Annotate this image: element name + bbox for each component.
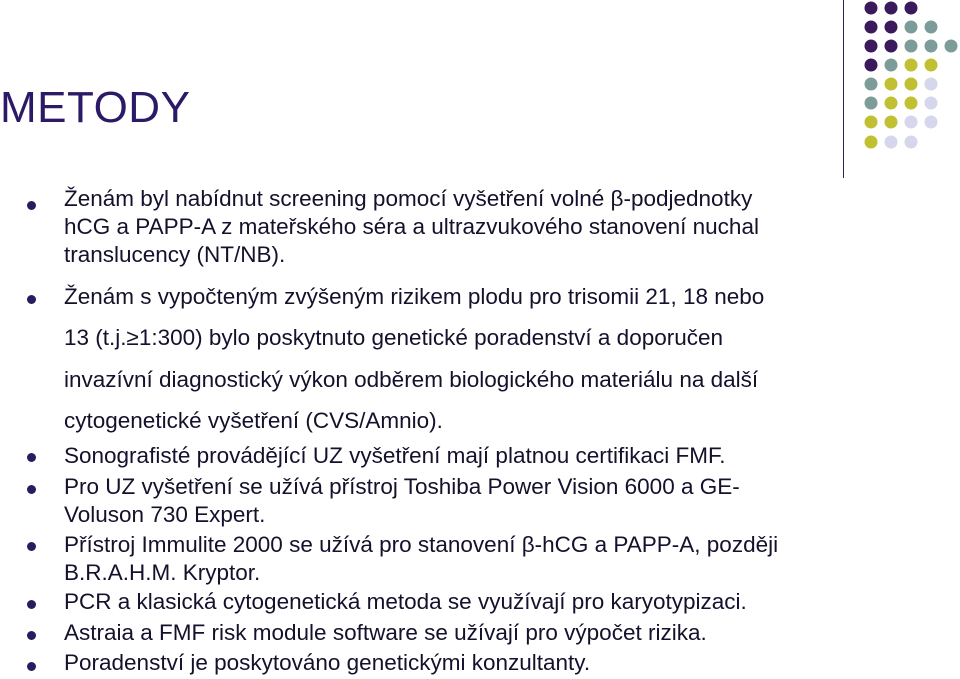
bullet-6-line-1: PCR a klasická cytogenetická metoda se využívají pro karyotypizaci. — [64, 589, 747, 614]
bullet-marker — [27, 295, 36, 304]
bullet-1-line-2: hCG a PAPP-A z mateřského séra a ultrazvukového stanovení nuchal — [64, 214, 759, 239]
bullet-5-line-1: Přístroj Immulite 2000 se užívá pro stanovení β-hCG a PAPP-A, později — [64, 532, 779, 557]
bullet-marker — [27, 485, 36, 494]
bullet-4-line-2: Voluson 730 Expert. — [64, 502, 266, 527]
bullet-marker — [27, 453, 36, 462]
bullet-marker — [27, 662, 36, 671]
bullet-marker — [27, 542, 36, 551]
slide-title: METODY — [0, 83, 191, 132]
bullet-2-line-1: Ženám s vypočteným zvýšeným rizikem plodu pro trisomii 21, 18 nebo — [64, 284, 765, 309]
bullet-2-line-3: invazívní diagnostický výkon odběrem biologického materiálu na další — [64, 367, 759, 392]
bullet-5-line-2: B.R.A.H.M. Kryptor. — [64, 560, 261, 585]
bullet-marker — [27, 600, 36, 609]
bullet-1-line-3: translucency (NT/NB). — [64, 242, 286, 267]
bullet-marker — [27, 631, 36, 640]
bullet-4-line-1: Pro UZ vyšetření se užívá přístroj Toshiba Power Vision 6000 a GE- — [64, 474, 740, 499]
bullet-3-line-1: Sonografisté provádějící UZ vyšetření mají platnou certifikaci FMF. — [64, 443, 726, 468]
bullet-7-line-1: Astraia a FMF risk module software se užívají pro výpočet rizika. — [64, 620, 707, 645]
bullet-8-line-1: Poradenství je poskytováno genetickými konzultanty. — [64, 650, 591, 675]
bullet-2-line-4: cytogenetické vyšetření (CVS/Amnio). — [64, 408, 443, 433]
bullet-marker — [27, 201, 36, 210]
bullet-1-line-1: Ženám byl nabídnut screening pomocí vyšetření volné β-podjednotky — [64, 186, 753, 211]
bullet-2-line-2: 13 (t.j.≥1:300) bylo poskytnuto genetické poradenství a doporučen — [64, 325, 724, 350]
